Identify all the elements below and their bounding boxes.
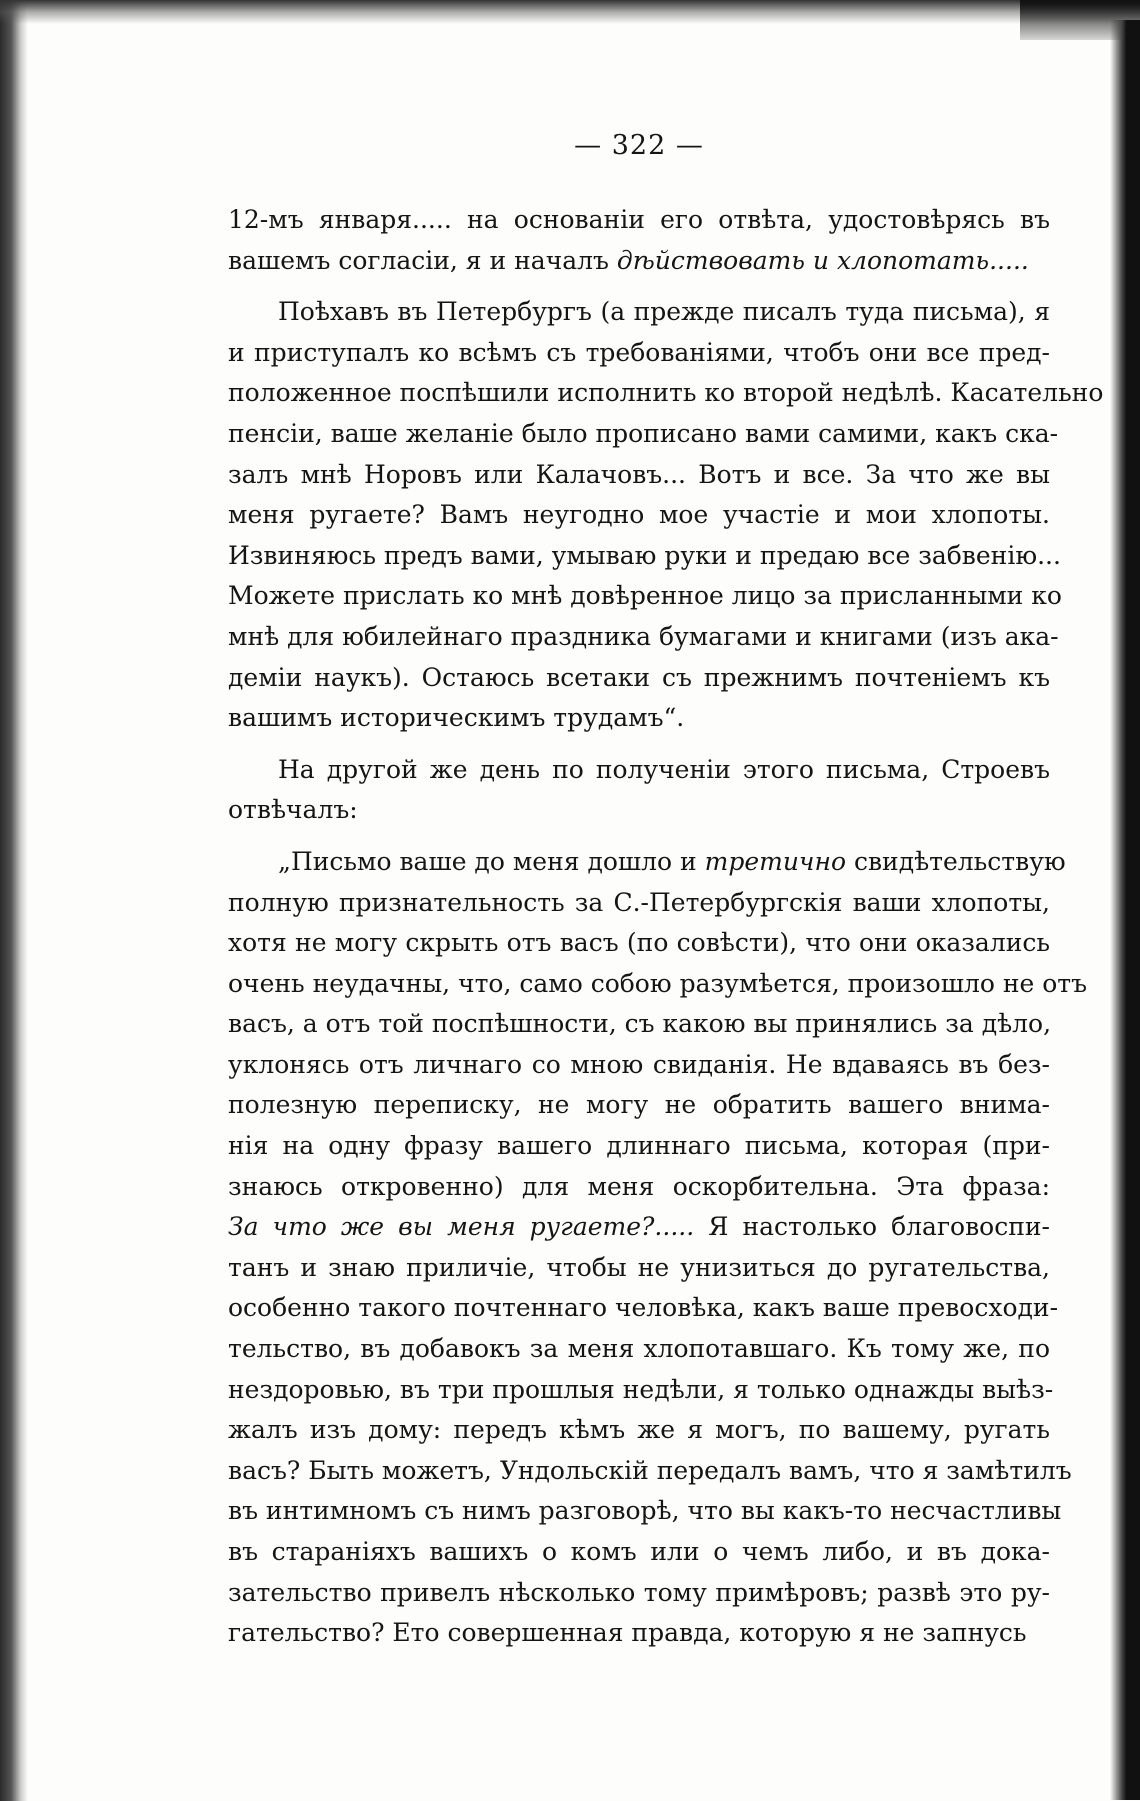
paragraph: [228, 842, 1088, 1654]
text-line: 12-мъ января..... на основаніи его отвѣта, удостовѣрясь въ: [228, 205, 1050, 234]
paragraph: [228, 750, 1050, 831]
paragraph: [228, 292, 1104, 739]
text-line: хотя не могу скрыть отъ васъ (по совѣсти), что они оказались: [228, 928, 1050, 958]
text-line: На другой же день по полученіи этого письма, Строевъ: [278, 754, 1050, 784]
paragraph-gap: [228, 281, 1050, 292]
text-line: тельство, въ добавокъ за меня хлопотавшаго. Къ тому же, по: [228, 1334, 1050, 1364]
text-line: пенсіи, ваше желаніе было прописано вами самими, какъ ска-: [228, 418, 1059, 448]
text-line: очень неудачны, что, само собою разумѣется, произошло не отъ: [228, 968, 1088, 998]
text-line: васъ? Быть можетъ, Ундольскій передалъ вамъ, что я замѣтилъ: [228, 1455, 1072, 1485]
paragraph-gap: [228, 739, 1050, 750]
text-line: жалъ изъ дому: передъ кѣмъ же я могъ, по вашему, ругать: [228, 1415, 1050, 1445]
text-line: „Письмо ваше до меня дошло и третично свидѣтельствую: [278, 846, 1066, 876]
text-line: зательство привелъ нѣсколько тому примѣровъ; развѣ это ру-: [228, 1577, 1050, 1607]
text-line: вашемъ согласіи, я и началъ дѣйствовать и хлопотать.....: [228, 245, 1029, 275]
scan-edge-left: [0, 0, 28, 1801]
text-line: полную признательность за С.-Петербургскія ваши хлопоты,: [228, 887, 1050, 917]
scan-edge-top: [0, 0, 1140, 24]
text-line: залъ мнѣ Норовъ или Калачовъ... Вотъ и все. За что же вы: [228, 459, 1050, 489]
paragraph-gap: [228, 831, 1050, 842]
italic-text: третично: [704, 846, 847, 876]
text-line: деміи наукъ). Остаюсь всетаки съ прежнимъ почтеніемъ къ: [228, 662, 1050, 692]
scan-edge-right: [1110, 20, 1140, 1800]
paragraph: [228, 200, 1050, 281]
text-line: мнѣ для юбилейнаго праздника бумагами и книгами (изъ ака-: [228, 621, 1059, 651]
text-line: Поѣхавъ въ Петербургъ (а прежде писалъ туда письма), я: [278, 297, 1050, 327]
text-line: меня ругаете? Вамъ неугодно мое участіе и мои хлопоты.: [228, 500, 1050, 530]
text-line: вашимъ историческимъ трудамъ“.: [228, 703, 685, 733]
text-line: и приступалъ ко всѣмъ съ требованіями, чтобъ они все пред-: [228, 337, 1050, 367]
text-line: въ стараніяхъ вашихъ о комъ или о чемъ либо, и въ дока-: [228, 1537, 1050, 1566]
text-line: уклонясь отъ личнаго со мною свиданія. Не вдаваясь въ без-: [228, 1049, 1050, 1079]
text-line: полезную переписку, не могу не обратить вашего внима-: [228, 1090, 1050, 1120]
text-line: въ интимномъ съ нимъ разговорѣ, что вы какъ-то несчастливы: [228, 1496, 1062, 1526]
text-line: За что же вы меня ругаете?..... Я настолько благовоспи-: [228, 1212, 1051, 1242]
text-line: гательство? Ето совершенная правда, которую я не запнусь: [228, 1618, 1027, 1648]
page-text-block: [228, 128, 1104, 1654]
page-number: — 322 —: [574, 130, 704, 161]
text-line: Извиняюсь предъ вами, умываю руки и предаю все забвенію...: [228, 540, 1061, 570]
text-line: отвѣчалъ:: [228, 795, 358, 825]
text-line: танъ и знаю приличіе, чтобы не унизиться до ругательства,: [228, 1252, 1050, 1282]
italic-text: За что же вы меня ругаете?.....: [228, 1212, 695, 1242]
text-line: Можете прислать ко мнѣ довѣренное лицо за присланными ко: [228, 581, 1062, 611]
text-line: особенно такого почтеннаго человѣка, какъ ваше превосходи-: [228, 1293, 1059, 1323]
body-text: [228, 200, 1104, 1654]
text-line: нія на одну фразу вашего длиннаго письма, которая (при-: [228, 1131, 1050, 1161]
text-line: положенное поспѣшили исполнить ко второй недѣлѣ. Касательно: [228, 378, 1104, 408]
italic-text: дѣйствовать и хлопотать.....: [616, 245, 1029, 275]
text-line: знаюсь откровенно) для меня оскорбительна. Эта фраза:: [228, 1171, 1050, 1201]
text-line: васъ, а отъ той поспѣшности, съ какою вы принялись за дѣло,: [228, 1009, 1052, 1039]
text-line: нездоровью, въ три прошлыя недѣли, я только однажды выѣз-: [228, 1374, 1054, 1404]
